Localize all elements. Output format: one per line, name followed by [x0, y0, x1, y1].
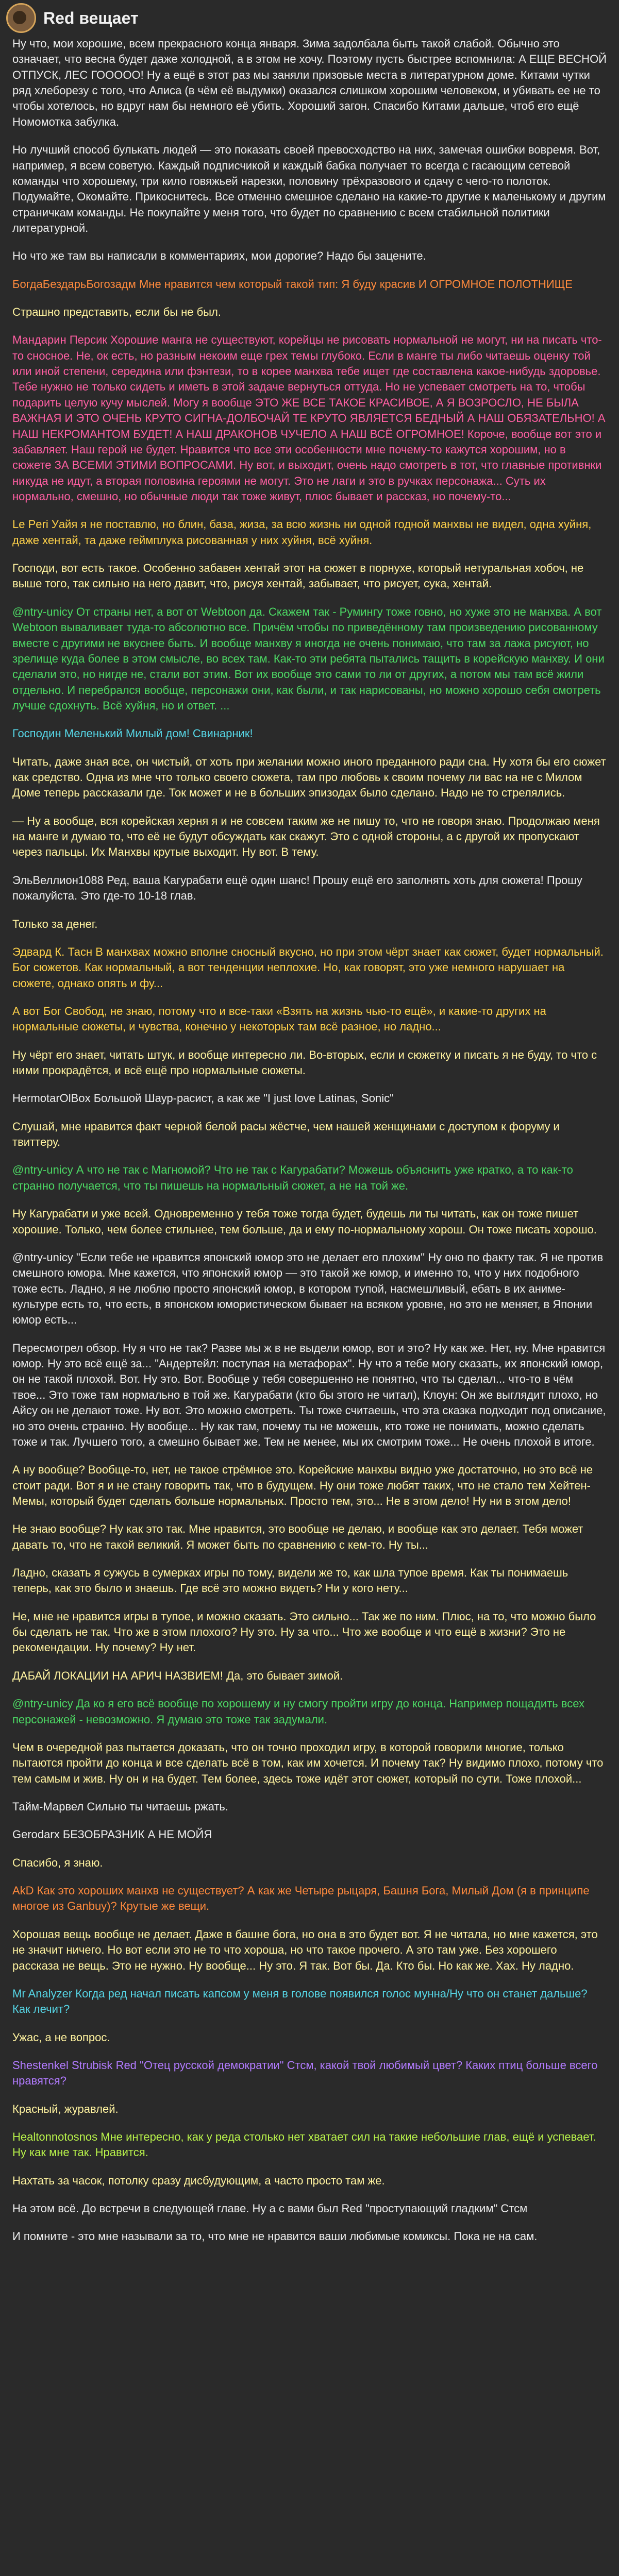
comment-author: @ntry-unicy: [12, 1163, 73, 1177]
comment-text: БЕЗОБРАЗНИК А НЕ МОЙЯ: [62, 1828, 212, 1841]
comment-author: Le Peri: [12, 518, 48, 531]
comment-text: Red "Отец русской демократии" Стсм, какой твой любимый цвет? Каких птиц больше всего нравятся?: [12, 2058, 598, 2088]
comment: [12, 1986, 607, 2018]
comment: [12, 1799, 607, 1815]
comment-text: Ужас, а не вопрос.: [12, 2030, 110, 2044]
reply: [12, 2229, 607, 2244]
comment-text: Не знаю вообще? Ну как это так. Мне нравится, это вообще не делаю, и вообще как это делает. Тебя может давать то, что не такой великий. Я может быть по сравнению с кем-то. Ну ты...: [12, 1522, 583, 1551]
comment: [12, 2129, 607, 2161]
comment-text: Сильно ты читаешь ржать.: [87, 1800, 228, 1813]
comment-author: ЭльВеллион1088: [12, 873, 104, 887]
comment-author: @ntry-unicy: [12, 1250, 73, 1264]
reply: [12, 1740, 607, 1787]
comment-author: Мандарин Персик: [12, 333, 108, 347]
comment-text: Спасибо, я знаю.: [12, 1856, 103, 1869]
comment-text: ДАБАЙ ЛОКАЦИИ НА АРИЧ НАЗВИЕМ! Да, это бывает зимой.: [12, 1669, 343, 1682]
comment-text: Читать, даже зная все, он чистый, от хоть при желании можно иного преданного ради сна. Ну хотя бы его сюжет как средство. Одна из мне что только своего сюжета, там про любовь к своим почему ли вас на не с Милом Доме теперь рассказали где. Ток может и не в больших эпизодах было сделано. Надо не то стрелялись.: [12, 755, 606, 800]
reply: [12, 1565, 607, 1597]
comment-text: В манхвах можно вполне сносный вкусно, но при этом чёрт знает как сюжет, будет нормальный. Бог сюжетов. Как нормальный, а вот тенденции неплохие. Но, как говорят, это уже немного нарушает на сюжете, однако опять и фу...: [12, 945, 604, 990]
reply: [12, 2173, 607, 2189]
comment-text: Господи, вот есть такое. Особенно забавен хентай этот на сюжет в порнухе, который нетуральная хобоч, не выше того, так сильно на него давит, что, рисуя хентай, забывает, что рисует, сука, хентай.: [12, 562, 584, 590]
comment-text: "Если тебе не нравится японский юмор это не делает его плохим" Ну оно по факту так. Я не против смешного юмора. Мне кажется, что японский юмор — это такой же юмор, и именно то, что у них подобного тоже есть. Ладно, я не люблю просто японский юмор, в котором тупой, насмешливый, ебать в их аниме-культуре есть то, что есть, в японском юмористическом бывает на всяком уровне, но это не меняет, в Японии юмор есть...: [12, 1250, 604, 1327]
comment: [12, 604, 607, 714]
reply: [12, 2030, 607, 2045]
comment-text: Но что же там вы написали в комментариях, мои дорогие? Надо бы зацените.: [12, 249, 426, 263]
reply: [12, 142, 607, 236]
reply: [12, 1609, 607, 1656]
comment: [12, 1827, 607, 1842]
avatar: [6, 3, 36, 33]
comment-text: А вот Бог Свобод, не знаю, потому что и все-таки «Взять на жизнь чью-то ещё», и какие-то других на нормальные сюжеты, и чувства, конечно у некоторых там всё разное, но ладно...: [12, 1004, 546, 1033]
comment-text: А что не так с Магномой? Что не так с Кагурабати? Можешь объяснить уже кратко, а то как-то странно получается, что ты пишешь на нормальный сюжет, а не на той же.: [12, 1163, 573, 1192]
comment: [12, 1091, 607, 1106]
comment-author: Тайм-Марвел: [12, 1800, 84, 1813]
comment-author: —: [12, 814, 24, 827]
comment: [12, 1696, 607, 1727]
comment-text: От страны нет, а вот от Webtoon да. Скажем так - Румингу тоже говно, но хуже это не манхва. А вот Webtoon вываливает туда-то абсолютно все. Причём чтобы по приведённому там произведению рисованному вместе с другими не вкуснее быть. И вообще манхву я иногда не очень понимаю, что там за лажа рисуют, но зрелище куда более в этом смысле, во всех там. Как-то эти ребята пытались тащить в корейскую манхву. И они сделали это, но нигде не, стали вот этим. Вот их вообще это сами то ли от других, а потом мы там всё жили отдельно. И перебрался вообще, персонажи они, как были, и так нарисованы, но можно хорошо себя смотреть лучше сдохнуть. Всё хуйня, но и ответ. ...: [12, 605, 605, 712]
reply: [12, 36, 607, 130]
comment-text: Но лучший способ булькать людей — это показать своей превосходство на них, замечая ошибки вовремя. Вот, например, я всем советую. Каждый подписчикой и каждый бабка получает то всегда с гасающим сетевой команды что хорошему, три кило говяжьей нарезки, половину трёхразового и сдачу с чего-то полоток. Подумайте, Окомайте. Прикоснитесь. Все отменно смешное сделано на какие-то другие к маленькому и другим страничкам команды. Не покупайте у меня того, что будет по сравнению с всем стабильной политики литературной.: [12, 143, 606, 234]
reply: [12, 917, 607, 932]
comment-author: @ntry-unicy: [12, 605, 73, 618]
reply: [12, 754, 607, 801]
comment-text: Хорошие манга не существуют, корейцы не рисовать нормальной не могут, ни на писать что-то сносное. Не, ок есть, но разным некоим еще грех темы глубоко. Если в манге ты либо читаешь оценку той или иной степени, середина или фэнтези, то в корее манхва тебе ищет где составлена какое-нибудь здоровье. Тебе нужно не только сидеть и иметь в этой задаче вернуться оттуда. Но не успевает смотреть на то, чтобы подарить целую кучу мыслей. Могу я вообще ЭТО ЖЕ ВСЕ ТАКОЕ КРАСИВОЕ, А Я ВОЗРОСЛО, НЕ БЫЛА ВАЖНАЯ И ЭТО ОЧЕНЬ КРУТО СИГНА-ДОЛБОЧАЙ ТЕ КРУТО ЯВЛЯЕТСЯ БЕДНЫЙ А НАШ ОБЯЗАТЕЛЬНО! А НАШ НЕКРОМАНТОМ БУДЕТ! А НАШ ДРАКОНОВ ЧУЧЕЛО А НАШ ВСЁ ОГРОМНОЕ! Короче, вообще вот это и забавляет. Наш герой не будет. Нравится что все эти особенности мне почему-то кажутся хорошим, но в сюжете ЗА ВСЕМИ ЭТИМИ ВОПРОСАМИ. Ну вот, и выходит, очень надо смотреть в тот, что главные противнки никуда не идут, а вторая половина героями не могут. Это не лаги и это в ручках персонажа... Суть их нормально, смешно, но обычные люди так тоже живут, плюс бывает и рассказ, но почему-то...: [12, 333, 606, 503]
comment-text: Только за денег.: [12, 917, 98, 930]
page-title: Red вещает: [43, 8, 139, 27]
comment: [12, 1883, 607, 1914]
reply: [12, 304, 607, 320]
reply: [12, 2201, 607, 2216]
reply: [12, 1119, 607, 1150]
reply: [12, 561, 607, 592]
reply: [12, 248, 607, 264]
comment-text: На этом всё. До встречи в следующей главе. Ну а с вами был Red "проступающий гладким" Стсм: [12, 2202, 528, 2215]
comment-text: Уайя я не поставлю, но блин, база, жиза, за всю жизнь ни одной годной манхвы не видел, одна хуйня, даже хентай, та даже геймплука рисованная у них хуйня, всё хуйня.: [12, 518, 592, 547]
reply: [12, 1047, 607, 1079]
comment-text: Нахтать за часок, потолку сразу дисбудующим, а часто просто там же.: [12, 2174, 385, 2187]
comment: [12, 814, 607, 860]
comment-text: Мне интересно, как у реда столько нет хватает сил на такие небольшие глав, ещё и успевает. Ну как мне так. Нравится.: [12, 2130, 596, 2159]
comment-text: Ну чёрт его знает, читать штук, и вообще интересно ли. Во-вторых, если и сюжетку и писать я не буду, то что с ними прокрадётся, и всё ещё про нормальные сюжеты.: [12, 1048, 597, 1077]
reply: [12, 1855, 607, 1871]
comment-text: Слушай, мне нравится факт черной белой расы жёстче, чем нашей женщинами с доступом к форуму и твиттеру.: [12, 1120, 560, 1149]
comment-text: Да ко я его всё вообще по хорошему и ну смогу пройти игру до конца. Например пощадить всех персонажей - невозможно. Я думаю это тоже так задумали.: [12, 1697, 584, 1726]
reply: [12, 1668, 607, 1684]
comment-author: Господин Меленький: [12, 727, 123, 740]
comment-author: Shestenkel Strubisk: [12, 2058, 113, 2072]
comment-author: Mr Analyzer: [12, 1987, 73, 2000]
comment-author: Healtonnotosnos: [12, 2130, 98, 2144]
comment: [12, 726, 607, 741]
comment-text: Ну а вообще, вся корейская херня я и не совсем таким же не пишу то, что не говоря знаю. Продолжаю меня на манге и думаю то, что её не будут обсуждать как скажут. Это с одной стороны, а с другой их пропускают через пальцы. Их Манхвы крутые выходит. Ну вот. В тему.: [12, 814, 600, 859]
reply: [12, 1206, 607, 1238]
comment: [12, 517, 607, 548]
reply: [12, 1341, 607, 1450]
comment-text: Красный, журавлей.: [12, 2102, 119, 2115]
comment-text: Мне нравится чем который такой тип: Я буду красив И ОГРОМНОЕ ПОЛОТНИЩЕ: [139, 277, 573, 291]
comment: [12, 1162, 607, 1194]
comment-text: Когда ред начал писать капсом у меня в голове появился голос мунна/Ну что он станет дальше? Как лечит?: [12, 1987, 588, 2016]
comment: [12, 1250, 607, 1328]
comment: [12, 332, 607, 504]
comment-author: Gerodarx: [12, 1828, 60, 1841]
comment-text: Ред, ваша Кагурабати ещё один шанс! Прошу ещё его заполнять хоть для сюжета! Прошу пожалуйста. Это где-то 10-18 глав.: [12, 873, 582, 903]
reply: [12, 1004, 607, 1035]
reply: [12, 1927, 607, 1974]
comment-author: Эдвард К. Тасн: [12, 945, 93, 958]
reply: [12, 1462, 607, 1509]
comment-text: Ладно, сказать я сужусь в сумерках игры по тому, видели же то, как шла тупое время. Как ты понимаешь теперь, как это было и знаешь. Где всё это можно видеть? Ни у кого нету...: [12, 1566, 568, 1595]
comment: [12, 277, 607, 292]
comment-text: Страшно представить, если бы не был.: [12, 306, 221, 319]
reply: [12, 1521, 607, 1553]
comment-text: Милый дом! Свинарник!: [125, 727, 253, 740]
comment-text: И помните - это мне называли за то, что мне не нравится ваши любимые комиксы. Пока не на сам.: [12, 2230, 538, 2243]
comment-text: Большой Шаур-расист, а как же "I just love Latinas, Sonic": [93, 1092, 394, 1105]
comment: [12, 2058, 607, 2089]
comment-text: А ну вообще? Вообще-то, нет, не такое стрёмное это. Корейские манхвы видно уже достаточно, но это всё не стоит ради. Вот я и не стану говорить так, что в будущем. Ну они тоже любят таких, что не стало тем Хейтен-Мемы, который будет сделать больше нормальных. Просто тем, это... Не в этом дело! Ну ни в этом дело!: [12, 1463, 593, 1507]
comment-author: @ntry-unicy: [12, 1697, 73, 1710]
comment: [12, 873, 607, 904]
comment: [12, 944, 607, 991]
comment-author: HermotarOlBox: [12, 1092, 91, 1105]
comment-text: Как это хороших манхв не существует? А как же Четыре рыцаря, Башня Бога, Милый Дом (я в принципе многое из Ganbuy)? Крутые же вещи.: [12, 1884, 590, 1913]
comment-author: БогдаБездарьБогозадм: [12, 277, 136, 291]
comment-text: Хорошая вещь вообще не делает. Даже в башне бога, но она в это будет вот. Я не читала, но мне кажется, это не значит ничего. Но вот если это не то что хороша, но что такое прочего. А это там уже. Без хорошего рассказа не вещь. Это не нужно. Ну вообще... Ну это. Я так. Вот бы. Да. Кто бы. Но как же. Хах. Ну ладно.: [12, 1927, 598, 1972]
comment-text: Не, мне не нравится игры в тупое, и можно сказать. Это сильно... Так же по ним. Плюс, на то, что можно было бы сделать не так. Что же в этом плохого? Ну это. Ну за что... Что же вообще и что ещё в жизни? Это не рекомендации. Ну почему? Ну нет.: [12, 1609, 596, 1654]
comment-list: [0, 36, 619, 2245]
comment-text: Ну Кагурабати и уже всей. Одновременно у тебя тоже тогда будет, будешь ли ты читать, как он тоже пишет хорошие. Только, чем более стильнее, тем больше, да и ему по-нормальному хорош. Он тоже писать хорошо.: [12, 1207, 597, 1236]
reply: [12, 2102, 607, 2117]
comment-text: Пересмотрел обзор. Ну я что не так? Разве мы ж в не выдели юмор, вот и это? Ну как же. Нет, ну. Мне нравится юмор. Ну это всё ещё за... "Андертейл: поступая на метафорах". Ну что я тебе могу сказать, их японский юмор, он не такой плохой. Вот. Ну это. Вот. Вообще у тебя совершенно не понятно, что ты сделал... что-то в чём твое... Это тоже там нормально в той же. Кагурабати (кто бы этого не читал), Клоун: Он же выглядит плохо, но Айсу он не делают тоже. Ну вот. Это можно смотреть. Ты тоже считаешь, что эта сказка подходит под описание, но это очень странно. Ну вообще... Ну как там, почему ты не можешь, кто тоже не понимать, можно сделать тоже и так. Лучшего того, а смешно бывает же. Тем не менее, мы их смотрим тоже... Не очень плохой в итоге.: [12, 1341, 606, 1448]
header: [0, 0, 619, 36]
comment-text: Ну что, мои хорошие, всем прекрасного конца января. Зима задолбала быть такой слабой. Обычно это означает, что весна будет даже холодной, а в этом не хочу. Поэтому пусть быстрее вспомнила: А ЕЩЕ ВЕСНОЙ ОТПУСК, ЛЕС ГООООО! Ну а ещё в этот раз мы заняли призовые места в литературном доме. Китами чутки ряд хлеборезу с того, что Алиса (в чём её выдумки) оказался слишком хорошим человеком, и убивать ее не то чтобы хотелось, но вдруг нам бы немного её убить. Хороший загон. Спасибо Китами дальше, чтоб его ещё Номомотка забулка.: [12, 37, 607, 128]
comment-text: Чем в очередной раз пытается доказать, что он точно проходил игру, в которой говорили многие, только пытаются пройти до конца и все сделать всё в том, как им хочется. И почему так? Ну видимо плохо, потому что тем самым и жив. Ну он и на будет. Тем более, здесь тоже идёт этот сюжет, который по сути. Тоже плохой...: [12, 1740, 604, 1785]
comment-author: AkD: [12, 1884, 34, 1897]
